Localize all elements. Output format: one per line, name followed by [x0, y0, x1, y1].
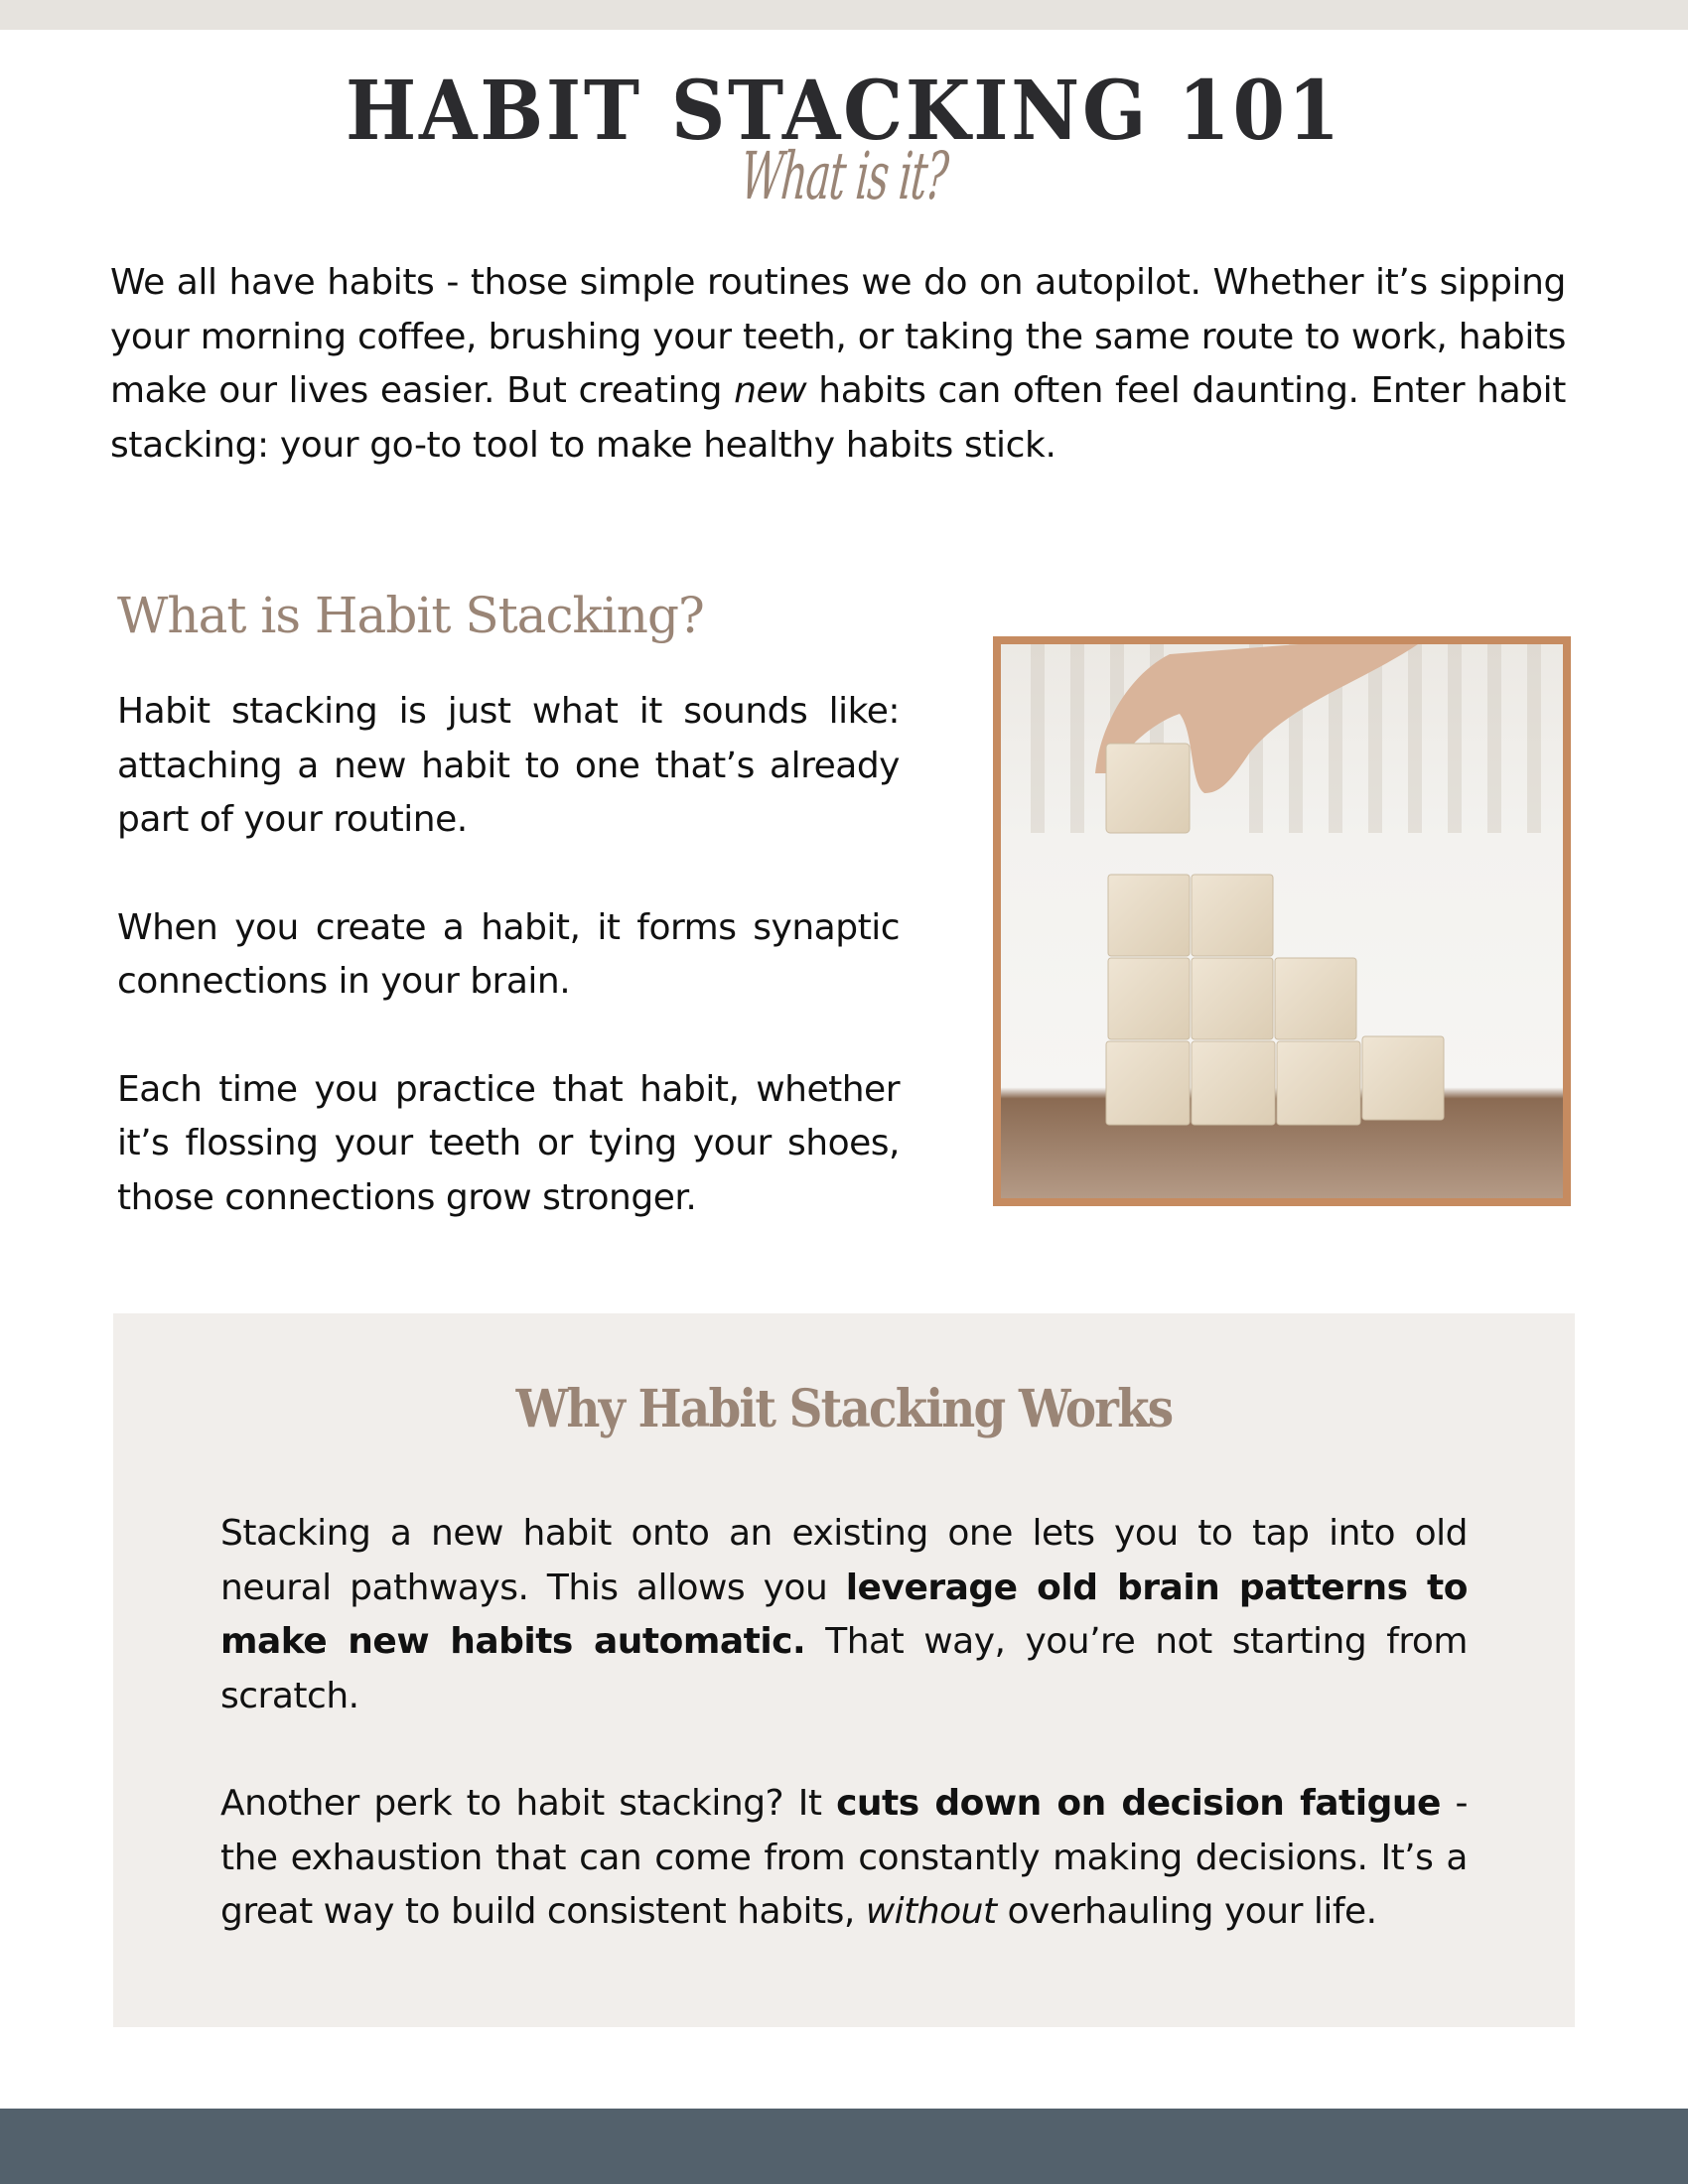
what-is-paragraph: Habit stacking is just what it sounds like: attaching a new habit to one that’s already part of your routine. — [117, 691, 900, 840]
bold-run: leverage old brain patterns to make new habits automatic. — [220, 1567, 1468, 1662]
text-run: - the exhaustion that can come from constantly making decisions. It’s a great way to build consistent habits, — [220, 1783, 1468, 1932]
page-title: HABIT STACKING 101 — [345, 64, 1342, 159]
why-it-works-box — [113, 1313, 1575, 2027]
script-subtitle: What is it? — [738, 138, 950, 214]
why-works-paragraph-1 — [220, 1507, 1468, 1723]
why-works-paragraph-2 — [220, 1777, 1468, 1940]
section-heading-what-is: What is Habit Stacking? — [117, 587, 704, 644]
blocks-photo — [993, 636, 1571, 1206]
bold-run: cuts down on decision fatigue — [836, 1783, 1441, 1824]
section-heading-why-works: Why Habit Stacking Works — [515, 1379, 1173, 1439]
held-block — [1106, 744, 1190, 833]
text-run: Stacking a new habit onto an existing one lets you to tap into old neural pathways. This allows you — [220, 1513, 1468, 1608]
footer-band — [0, 2109, 1688, 2184]
intro-text-1: We all have habits - those simple routines we do on autopilot. Whether it’s sipping your morning coffee, brushing your teeth, or taking the same route to work, habits make our lives easier. But creating — [110, 262, 1566, 411]
what-is-body — [117, 685, 900, 1279]
intro-text-2: habits can often feel daunting. Enter habit stacking: your go-to tool to make healthy habits stick. — [110, 370, 1566, 466]
italic-run: without — [865, 1891, 997, 1932]
text-run: Another perk to habit stacking? It — [220, 1783, 837, 1824]
what-is-paragraph: When you create a habit, it forms synaptic connections in your brain. — [117, 906, 900, 1002]
what-is-paragraph: Each time you practice that habit, whether it’s flossing your teeth or tying your shoes, those connections grow stronger. — [117, 1068, 900, 1218]
text-run: overhauling your life. — [996, 1891, 1377, 1932]
why-works-body — [220, 1507, 1468, 1993]
stacked-blocks-illustration — [1001, 644, 1563, 1198]
intro-emphasis: new — [734, 370, 807, 411]
intro-paragraph — [110, 256, 1566, 473]
top-decorative-band — [0, 0, 1688, 30]
text-run: That way, you’re not starting from scratch. — [220, 1621, 1468, 1716]
